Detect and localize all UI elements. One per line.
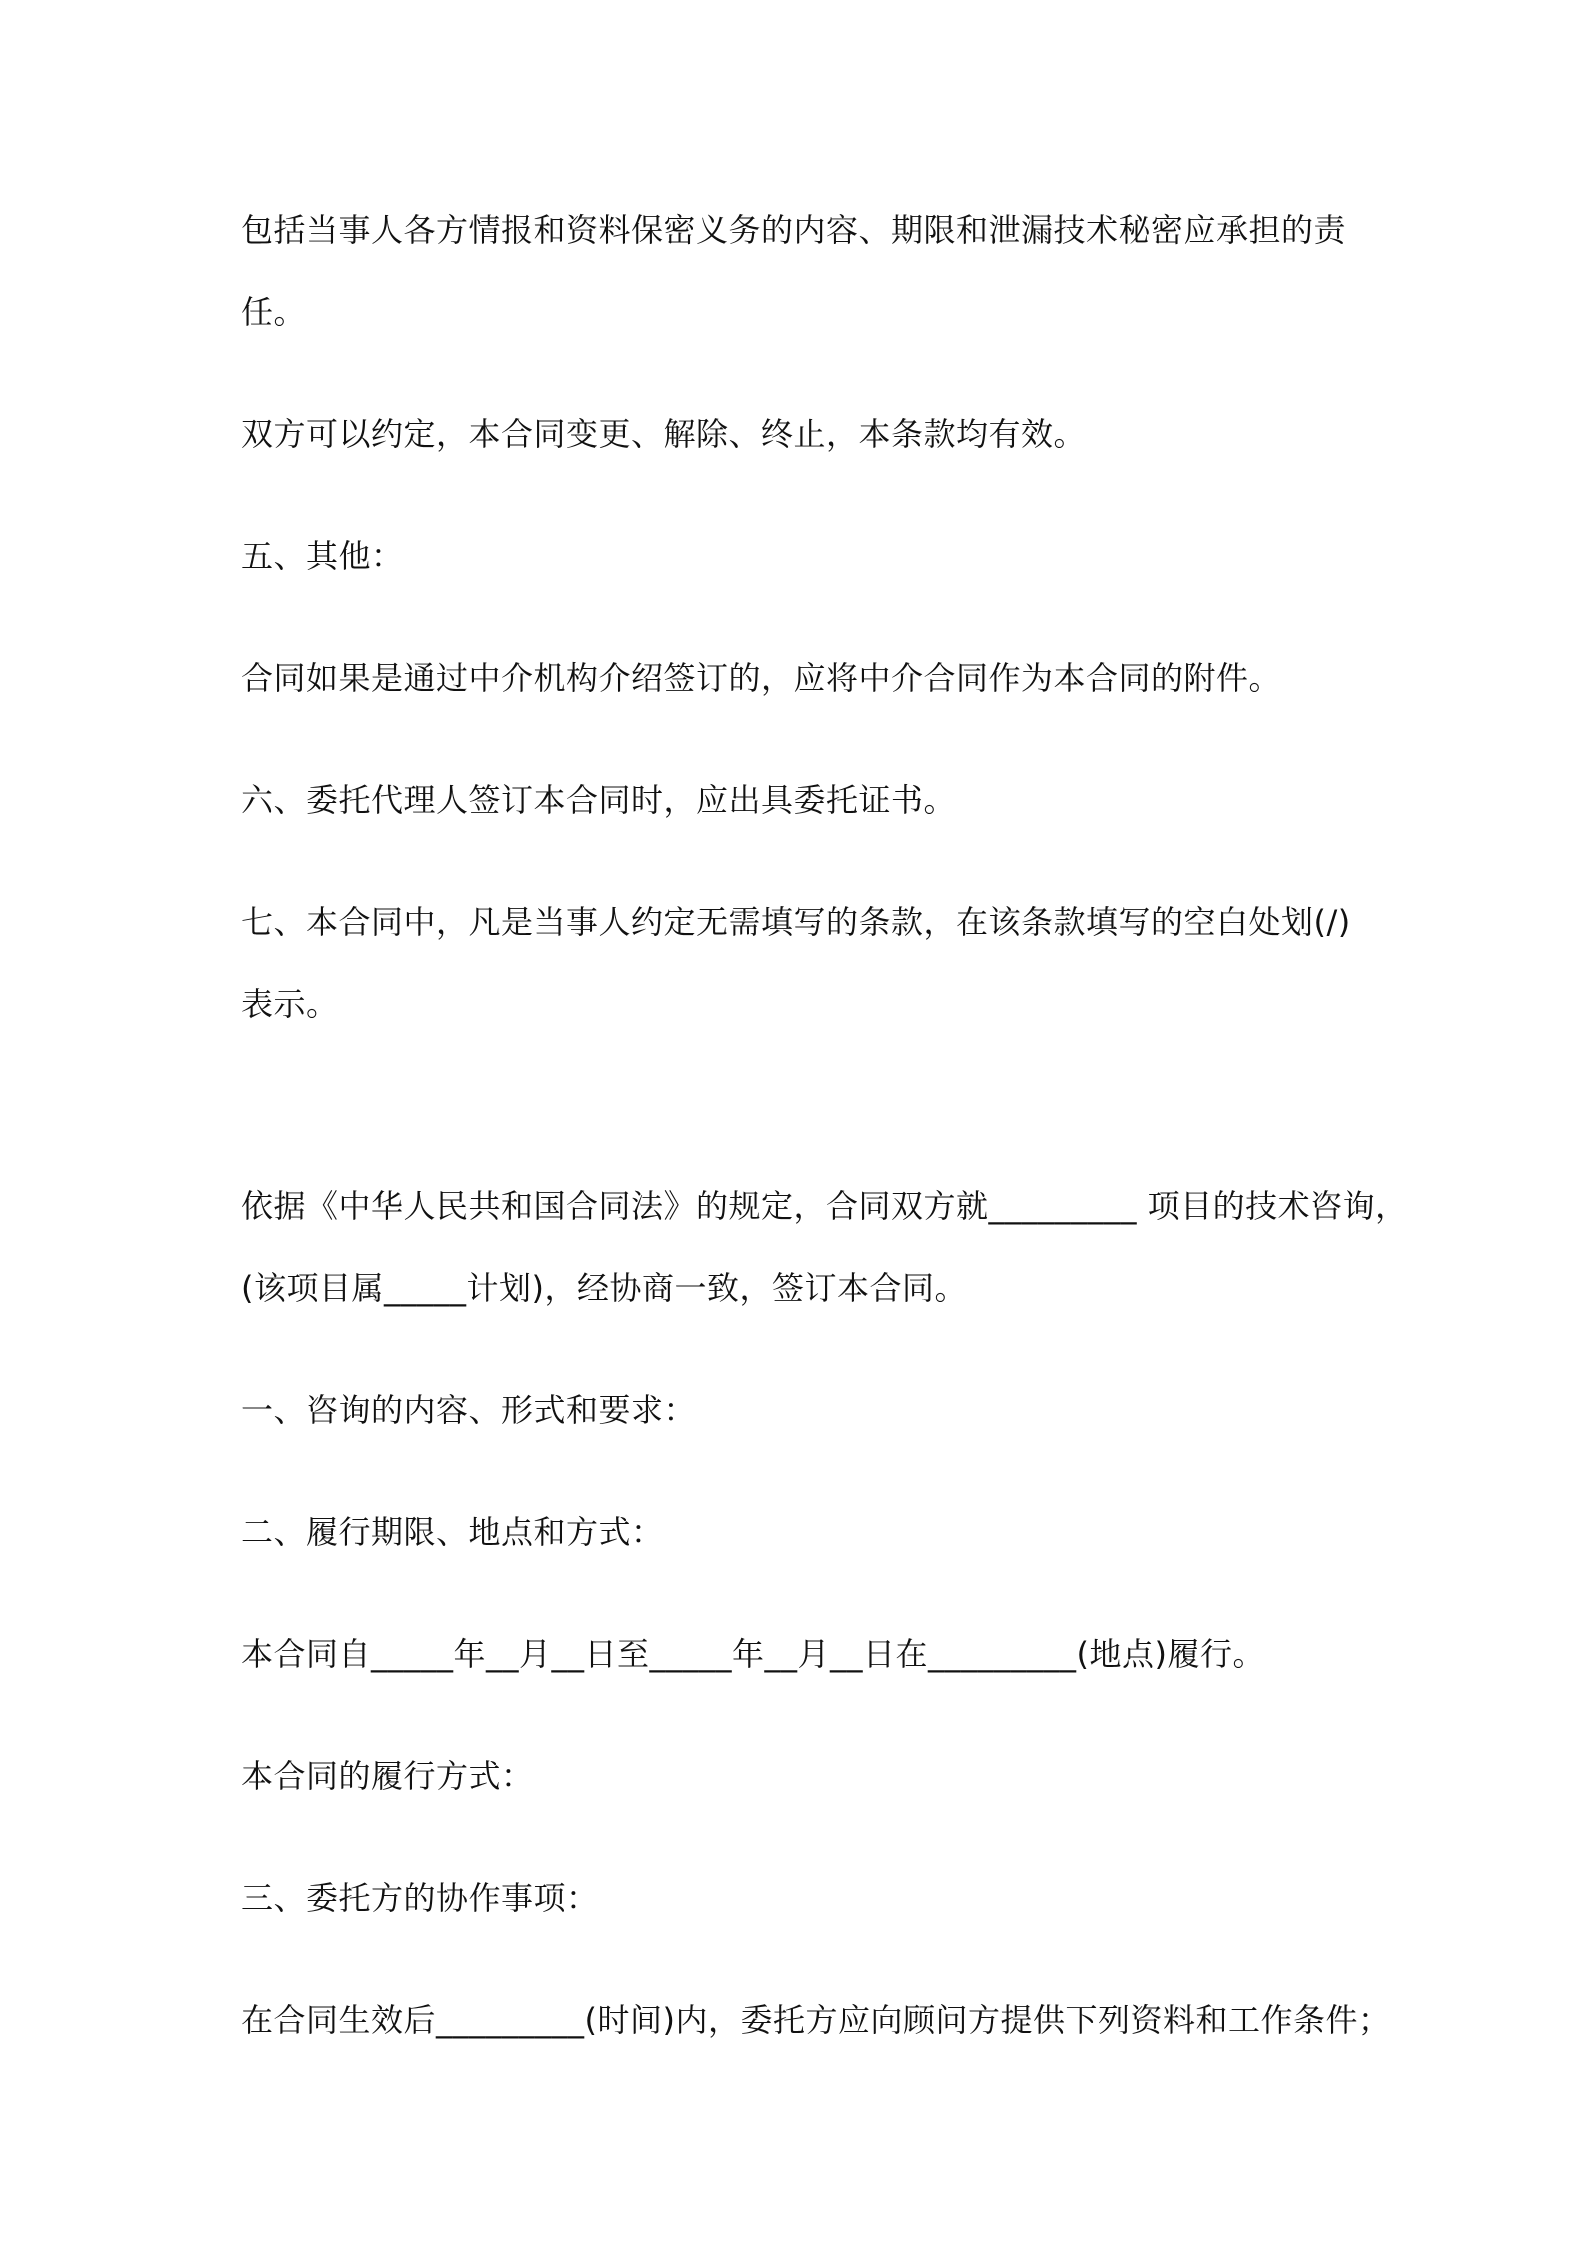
preamble-line-2: (该项目属_____计划)，经协商一致，签订本合同。 [241, 1269, 967, 1307]
clause-validity-paragraph: 双方可以约定，本合同变更、解除、终止，本条款均有效。 [241, 415, 1087, 453]
section-seven-line-2: 表示。 [241, 985, 339, 1023]
confidentiality-clause-line-2: 任。 [241, 293, 307, 331]
section-one-heading: 一、咨询的内容、形式和要求： [241, 1391, 697, 1429]
section-three-heading: 三、委托方的协作事项： [241, 1879, 599, 1917]
performance-method-paragraph: 本合同的履行方式： [241, 1757, 534, 1795]
section-five-heading: 五、其他： [241, 537, 404, 575]
intermediary-paragraph: 合同如果是通过中介机构介绍签订的，应将中介合同作为本合同的附件。 [241, 659, 1282, 697]
confidentiality-clause-line-1: 包括当事人各方情报和资料保密义务的内容、期限和泄漏技术秘密应承担的责 [241, 211, 1347, 249]
preamble-line-1: 依据《中华人民共和国合同法》的规定，合同双方就_________ 项目的技术咨询， [241, 1187, 1408, 1225]
client-obligation-paragraph: 在合同生效后_________(时间)内，委托方应向顾问方提供下列资料和工作条件； [241, 2001, 1391, 2039]
performance-period-paragraph: 本合同自_____年__月__日至_____年__月__日在_________(地点)履行。 [241, 1635, 1265, 1673]
section-two-heading: 二、履行期限、地点和方式： [241, 1513, 664, 1551]
section-six-paragraph: 六、委托代理人签订本合同时，应出具委托证书。 [241, 781, 957, 819]
section-seven-line-1: 七、本合同中，凡是当事人约定无需填写的条款，在该条款填写的空白处划(/) [241, 903, 1351, 941]
